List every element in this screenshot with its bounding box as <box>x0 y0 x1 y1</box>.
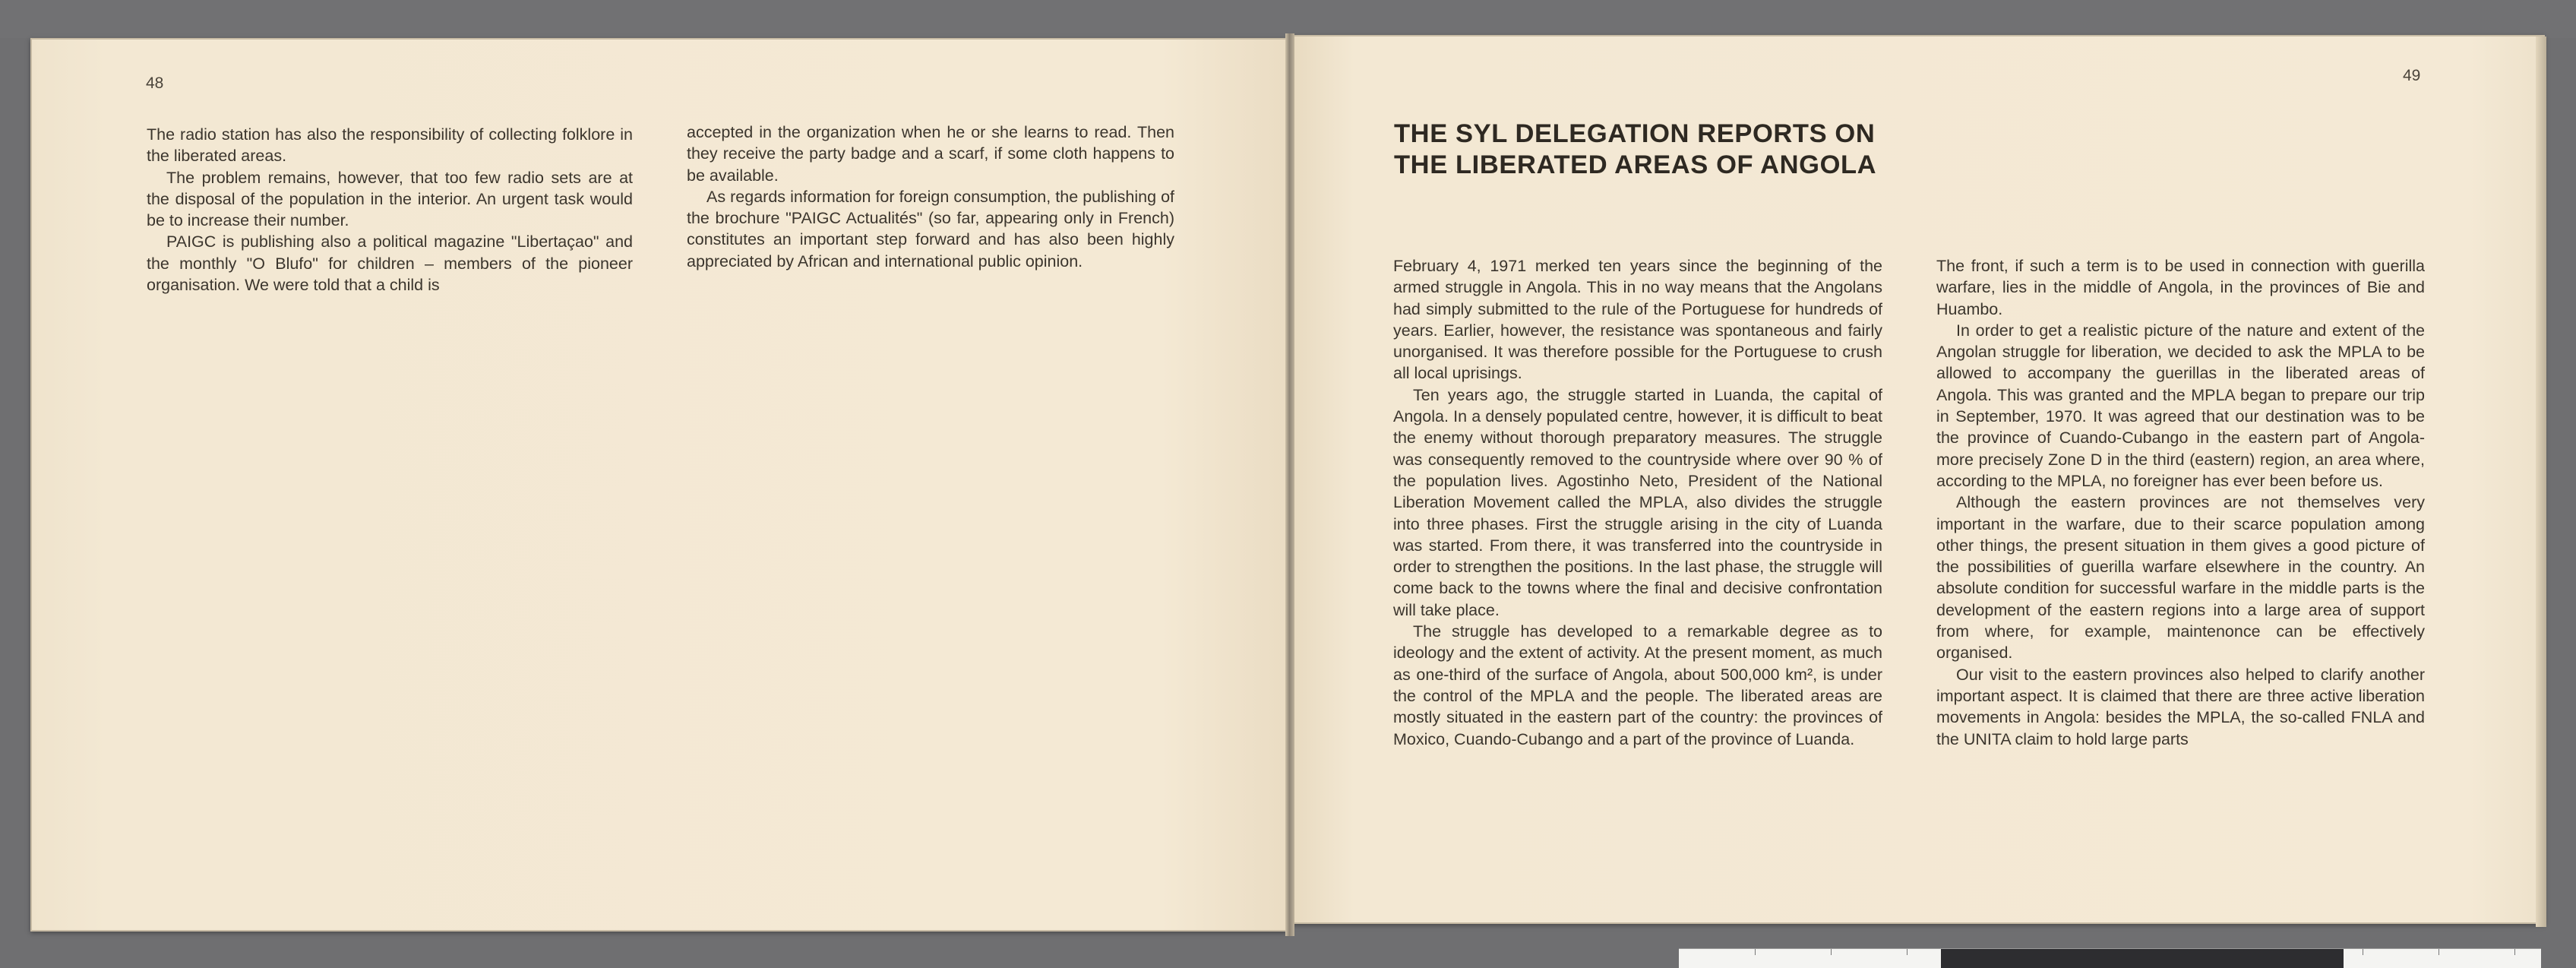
paragraph: February 4, 1971 merked ten years since the beginning of the armed struggle in Angola. This in no way means that the Angolans had simply submitted to the rule of the Portuguese for hundreds of years. Earlier, however, the resistance was spontaneous and fairly unorganised. It was therefore possible for the Portuguese to crush all local uprisings. <box>1393 257 1882 383</box>
right-page-column-1 <box>1393 255 1882 750</box>
book-gutter <box>1285 33 1294 936</box>
article-title <box>1394 119 1971 181</box>
ruler-tick <box>1755 949 1756 955</box>
page-number-right: 49 <box>2403 67 2421 84</box>
article-title-line-1: THE SYL DELEGATION REPORTS ON <box>1394 119 1876 148</box>
scan-backdrop <box>0 0 2576 38</box>
article-title-line-2: THE LIBERATED AREAS OF ANGOLA <box>1394 150 1877 179</box>
paragraph: The front, if such a term is to be used in connection with guerilla warfare, lies in the middle of Angola, in the provinces of Bie and Huambo. <box>1936 257 2425 318</box>
page-number-left: 48 <box>146 74 164 92</box>
paragraph: PAIGC is publishing also a political magazine "Libertaçao" and the monthly "O Blufo" for children – members of the pioneer organisation. We were told that a child is <box>147 233 633 295</box>
paragraph: Although the eastern provinces are not themselves very important in the warfare, due to their scarce population among other things, the present situation in them gives a good picture of the possibilities of guerilla warfare elsewhere in the country. An absolute condition for successful warfare in the middle parts is the development of the eastern regions into a large area of support from where, for example, maintenonce can be effectively organised. <box>1936 493 2425 663</box>
ruler-tick <box>1907 949 1908 955</box>
ruler-tick <box>2514 949 2515 955</box>
ruler-tick <box>1831 949 1832 955</box>
paragraph: The struggle has developed to a remarkable degree as to ideology and the extent of activity. At the present moment, as much as one-third of the surface of Angola, about 500,000 km², is under the control of the MPLA and the people. The liberated areas are mostly situated in the eastern part of the country: the provinces of Moxico, Cuando-Cubango and a part of the province of Luanda. <box>1393 622 1882 748</box>
right-page-column-2 <box>1936 255 2425 750</box>
left-page-column-2 <box>687 122 1174 272</box>
paragraph: The problem remains, however, that too few radio sets are at the disposal of the population in the interior. An urgent task would be to increase their number. <box>147 168 633 230</box>
paragraph: Ten years ago, the struggle started in Luanda, the capital of Angola. In a densely populated centre, however, it is difficult to beat the enemy without thorough preparatory measures. The struggle was consequently removed to the countryside where over 90 % of the population lives. Agostinho Neto, President of the National Liberation Movement called the MPLA, also divides the struggle into three phases. First the struggle arising in the city of Luanda was started. From there, it was transferred into the countryside in order to strengthen the positions. In the last phase, the struggle will come back to the towns where the final and decisive confrontation will take place. <box>1393 385 1882 619</box>
left-page-column-1 <box>147 124 633 296</box>
scale-ruler <box>1679 948 2541 968</box>
paragraph: Our visit to the eastern provinces also helped to clarify another important aspect. It is claimed that there are three active liberation movements in Angola: besides the MPLA, the so-called FNLA and the UNITA claim to hold large parts <box>1936 665 2425 748</box>
ruler-dark-segment <box>1941 949 2344 968</box>
page-edge <box>2536 36 2546 927</box>
paragraph: accepted in the organization when he or she learns to read. Then they receive the party badge and a scarf, if some cloth happens to be available. <box>687 123 1174 185</box>
paragraph: As regards information for foreign consumption, the publishing of the brochure "PAIGC Actualités" (so far, appearing only in French) constitutes an important step forward and has also been highly appreciated by African and international public opinion. <box>687 187 1174 270</box>
paragraph: The radio station has also the responsibility of collecting folklore in the liberated areas. <box>147 125 633 166</box>
paragraph: In order to get a realistic picture of the nature and extent of the Angolan struggle for liberation, we decided to ask the MPLA to be allowed to accompany the guerillas in the liberated areas of Angola. This was granted and the MPLA began to prepare our trip in September, 1970. It was agreed that our destination was to be the province of Cuando-Cubango in the eastern part of Angola-more precisely Zone D in the third (eastern) region, an area where, according to the MPLA, no foreigner has ever been before us. <box>1936 321 2425 490</box>
